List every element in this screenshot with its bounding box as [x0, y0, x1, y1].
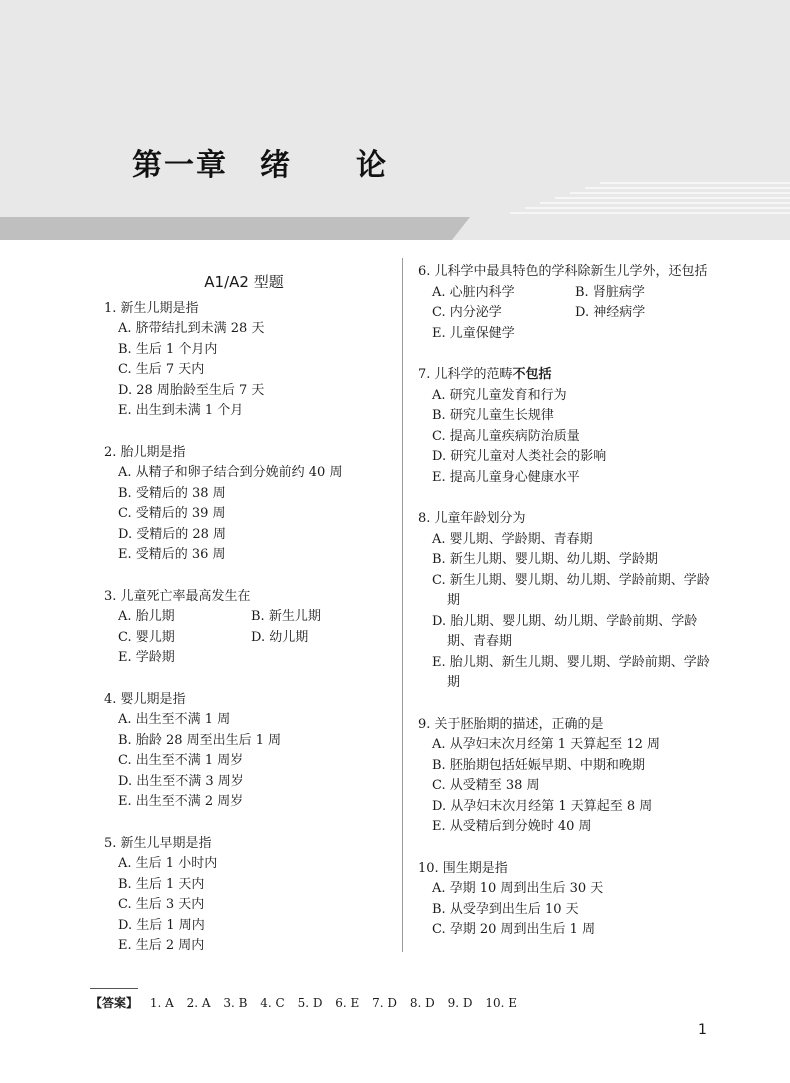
option-d: D. 胎儿期、婴儿期、幼儿期、学龄前期、学龄期、青春期	[432, 613, 698, 649]
answer-item: 9. D	[447, 996, 473, 1010]
option-a: A. 从孕妇末次月经第 1 天算起至 12 周	[432, 737, 660, 752]
question-7	[418, 365, 718, 488]
question-stem: 6. 儿科学中最具特色的学科除新生儿学外，还包括	[418, 264, 708, 279]
question-stem: 2. 胎儿期是指	[104, 444, 186, 460]
option-d: D. 28 周胎龄至生后 7 天	[118, 382, 265, 398]
question-1	[104, 299, 384, 422]
question-8	[418, 509, 718, 694]
question-stem-text: 7. 儿科学的范畴	[418, 367, 513, 382]
answer-key-label: 【答案】	[90, 996, 139, 1010]
option-a: A. 孕期 10 周到出生后 30 天	[432, 881, 604, 896]
option-e: E. 出生至不满 2 周岁	[118, 794, 244, 809]
option-e: E. 受精后的 36 周	[118, 547, 226, 562]
question-stem: 9. 关于胚胎期的描述，正确的是	[418, 716, 604, 732]
question-2	[104, 443, 384, 566]
option-d: D. 生后 1 周内	[118, 917, 205, 933]
section-title: A1/A2 型题	[204, 273, 284, 291]
question-stem: 5. 新生儿早期是指	[104, 835, 212, 851]
option-e: E. 学龄期	[118, 650, 175, 665]
question-3	[104, 587, 384, 669]
question-stem: 8. 儿童年龄划分为	[418, 511, 526, 526]
question-4	[104, 690, 384, 813]
option-b: B. 受精后的 38 周	[118, 485, 226, 501]
option-e: E. 从受精后到分娩时 40 周	[432, 819, 592, 834]
option-a: A. 从精子和卵子结合到分娩前约 40 周	[118, 465, 343, 480]
question-6	[418, 262, 718, 344]
answer-item: 1. A	[149, 996, 174, 1010]
option-a: A. 脐带结扎到未满 28 天	[118, 321, 265, 336]
option-c: C. 内分泌学	[432, 305, 502, 320]
option-a: A. 心脏内科学	[432, 284, 515, 300]
option-d: D. 从孕妇末次月经第 1 天算起至 8 周	[432, 798, 653, 814]
option-e: E. 胎儿期、新生儿期、婴儿期、学龄前期、学龄期	[432, 654, 710, 690]
option-b: B. 胚胎期包括妊娠早期、中期和晚期	[432, 757, 645, 773]
option-e: E. 出生到未满 1 个月	[118, 403, 244, 418]
option-d: D. 受精后的 28 周	[118, 526, 227, 542]
column-divider	[402, 258, 403, 952]
option-b: B. 生后 1 个月内	[118, 341, 218, 357]
option-b: B. 新生儿期	[251, 609, 321, 624]
question-stem: 10. 围生期是指	[418, 860, 508, 876]
question-stem	[418, 365, 718, 386]
answer-item: 8. D	[409, 996, 435, 1010]
answer-key	[90, 994, 526, 1011]
decorative-stripes	[0, 0, 790, 260]
option-b: B. 肾脏病学	[575, 284, 645, 300]
option-e: E. 生后 2 周内	[118, 938, 205, 953]
option-c: C. 新生儿期、婴儿期、幼儿期、学龄前期、学龄期	[432, 572, 710, 608]
option-d: D. 出生至不满 3 周岁	[118, 773, 244, 789]
answer-item: 4. C	[260, 996, 285, 1010]
option-b: B. 从受孕到出生后 10 天	[432, 901, 579, 917]
option-c: C. 提高儿童疾病防治质量	[432, 428, 580, 444]
option-c: C. 生后 3 天内	[118, 897, 205, 912]
option-d: D. 神经病学	[575, 305, 646, 320]
option-c: C. 婴儿期	[118, 629, 175, 645]
emphasis-text: 不包括	[512, 367, 552, 382]
question-stem: 3. 儿童死亡率最高发生在	[104, 588, 251, 604]
question-10	[418, 859, 718, 941]
question-9	[418, 715, 718, 838]
answer-rule	[90, 988, 138, 989]
answer-item: 2. A	[186, 996, 211, 1010]
option-d: D. 幼儿期	[251, 629, 309, 645]
option-b: B. 新生儿期、婴儿期、幼儿期、学龄期	[432, 552, 658, 567]
option-b: B. 研究儿童生长规律	[432, 408, 554, 423]
option-d: D. 研究儿童对人类社会的影响	[432, 449, 607, 464]
option-c: C. 孕期 20 周到出生后 1 周	[432, 922, 596, 937]
answer-item: 6. E	[335, 996, 360, 1010]
option-a: A. 出生至不满 1 周	[118, 712, 231, 727]
option-a: A. 生后 1 小时内	[118, 856, 218, 871]
option-a: A. 婴儿期、学龄期、青春期	[432, 531, 593, 547]
option-a: A. 研究儿童发育和行为	[432, 387, 567, 403]
answer-item: 3. B	[223, 996, 248, 1010]
right-column	[418, 262, 718, 962]
option-c: C. 受精后的 39 周	[118, 506, 226, 521]
question-stem: 1. 新生儿期是指	[104, 300, 199, 316]
left-column	[104, 262, 384, 978]
option-a: A. 胎儿期	[118, 609, 175, 624]
option-b: B. 胎龄 28 周至出生后 1 周	[118, 732, 282, 748]
option-c: C. 出生至不满 1 周岁	[118, 753, 244, 768]
option-c: C. 从受精至 38 周	[432, 778, 540, 793]
option-b: B. 生后 1 天内	[118, 876, 205, 892]
question-5	[104, 834, 384, 957]
option-e: E. 提高儿童身心健康水平	[432, 469, 580, 485]
option-e: E. 儿童保健学	[432, 325, 515, 341]
question-stem: 4. 婴儿期是指	[104, 691, 186, 707]
answer-item: 5. D	[297, 996, 323, 1010]
chapter-title: 第一章 绪 论	[132, 148, 388, 183]
page-number: 1	[698, 1022, 707, 1038]
answer-item: 10. E	[485, 996, 517, 1010]
answer-item: 7. D	[372, 996, 398, 1010]
option-c: C. 生后 7 天内	[118, 362, 205, 377]
